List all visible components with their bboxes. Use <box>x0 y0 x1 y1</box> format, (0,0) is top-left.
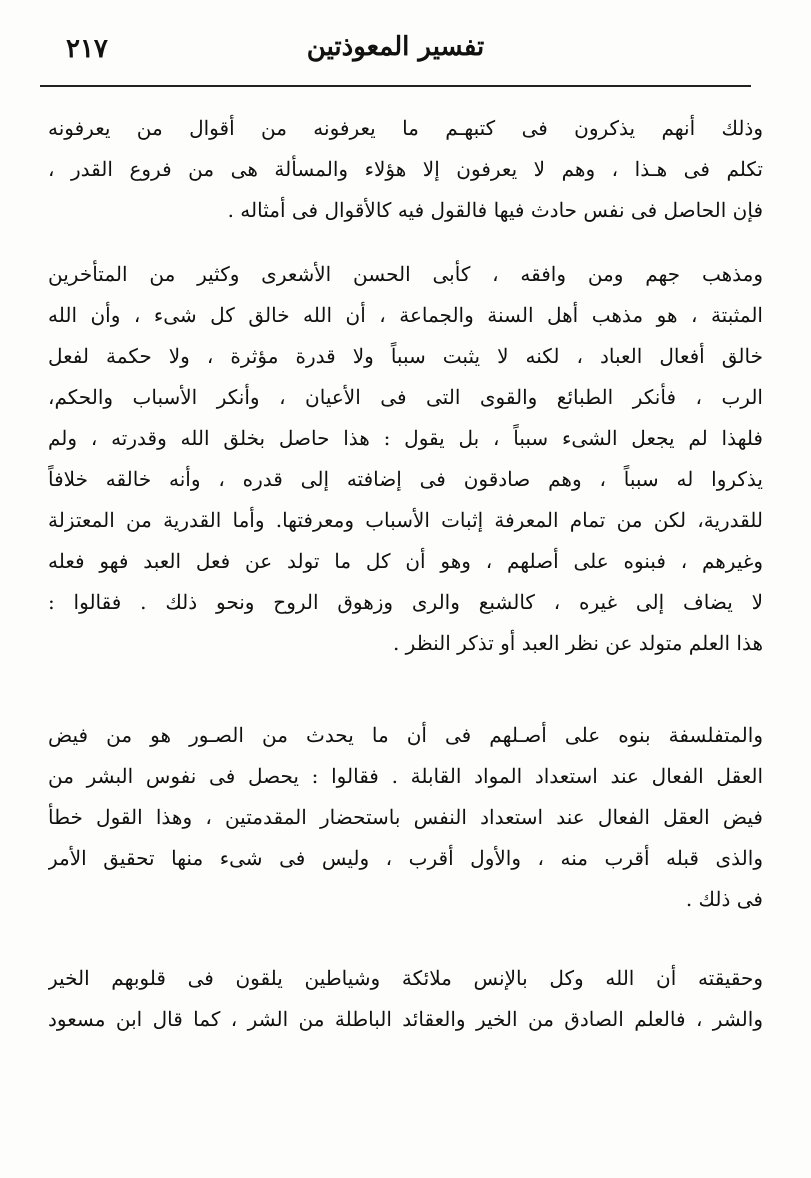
header-divider <box>40 85 751 87</box>
paragraph-4 <box>48 958 763 1040</box>
text-line: وذلك أنهم يذكرون فى كتبهـم ما يعرفونه من أقوال من يعرفونه <box>48 116 763 140</box>
paragraph-2 <box>48 254 763 664</box>
text-line: المثبتة ، هو مذهب أهل السنة والجماعة ، أن الله خالق كل شىء ، وأن الله <box>48 303 763 327</box>
page-header <box>40 28 751 76</box>
text-line: والشر ، فالعلم الصادق من الخير والعقائد الباطلة من الشر ، كما قال ابن مسعود <box>48 1007 763 1031</box>
text-line: فى ذلك . <box>685 887 763 911</box>
text-line: العقل الفعال عند استعداد المواد القابلة . فقالوا : يحصل فى نفوس البشر من <box>48 764 763 788</box>
text-line: والمتفلسفة بنوه على أصـلهم فى أن ما يحدث من الصـور هو من فيض <box>48 723 763 747</box>
text-line: والذى قبله أقرب منه ، والأول أقرب ، وليس فى شىء منها تحقيق الأمر <box>48 846 763 870</box>
text-line: فإن الحاصل فى نفس حادث فيها فالقول فيه كالأقوال فى أمثاله . <box>227 198 763 222</box>
text-line: يذكروا له سبباً ، وهم صادقون فى إضافته إلى قدره ، وأنه خالقه خلافاً <box>48 467 763 491</box>
text-line: وحقيقته أن الله وكل بالإنس ملائكة وشياطين يلقون فى قلوبهم الخير <box>48 966 763 990</box>
paragraph-1 <box>48 108 763 231</box>
text-line: هذا العلم متولد عن نظر العبد أو تذكر النظر . <box>392 631 763 655</box>
text-line: الرب ، فأنكر الطبائع والقوى التى فى الأعيان ، وأنكر الأسباب والحكم، <box>48 385 763 409</box>
text-line: ومذهب جهم ومن وافقه ، كأبى الحسن الأشعرى وكثير من المتأخرين <box>48 262 763 286</box>
page-number: ٢١٧ <box>66 34 108 64</box>
text-line: فلهذا لم يجعل الشىء سبباً ، بل يقول : هذا حاصل بخلق الله وقدرته ، ولم <box>48 426 763 450</box>
text-line: تكلم فى هـذا ، وهم لا يعرفون إلا هؤلاء والمسألة هى من فروع القدر ، <box>48 157 763 181</box>
text-line: خالق أفعال العباد ، لكنه لا يثبت سبباً ولا قدرة مؤثرة ، ولا حكمة لفعل <box>48 344 763 368</box>
running-title: تفسير المعوذتين <box>306 32 485 62</box>
text-line: وغيرهم ، فبنوه على أصلهم ، وهو أن كل ما تولد عن فعل العبد فهو فعله <box>48 549 763 573</box>
text-line: للقدرية، لكن من تمام المعرفة إثبات الأسباب ومعرفتها. وأما القدرية من المعتزلة <box>48 508 763 532</box>
text-line: فيض العقل الفعال عند استعداد النفس باستحضار المقدمتين ، وهذا القول خطأ <box>48 805 763 829</box>
paragraph-3 <box>48 715 763 920</box>
text-line: لا يضاف إلى غيره ، كالشبع والرى وزهوق الروح ونحو ذلك . فقالوا : <box>48 590 763 614</box>
